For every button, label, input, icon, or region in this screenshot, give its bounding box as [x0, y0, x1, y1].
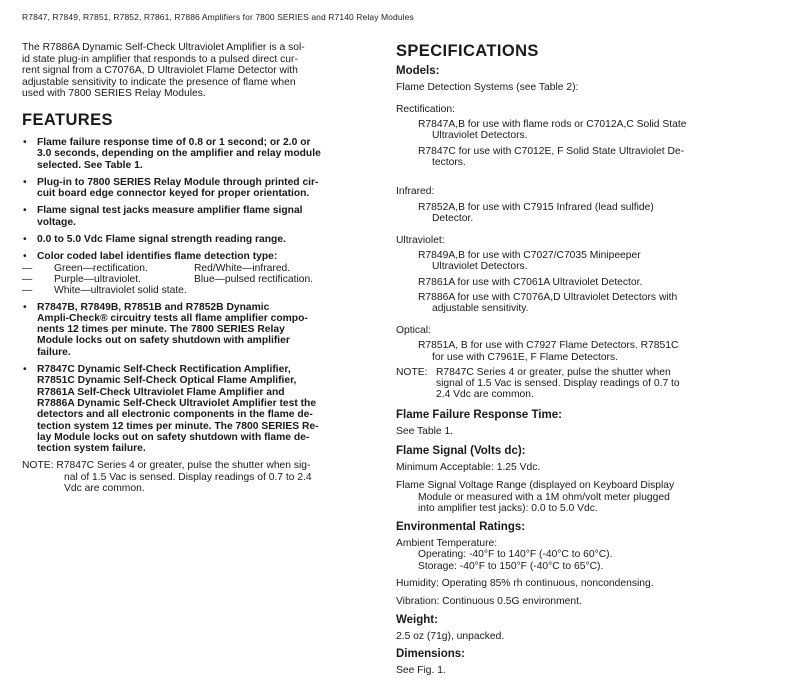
models-heading: Models: — [396, 65, 440, 77]
optical-label: Optical: — [396, 324, 431, 336]
dimensions-text: See Fig. 1. — [396, 665, 446, 677]
model-item: R7849A,B for use with C7027/C7035 Minipeeper Ultraviolet Detectors. — [418, 250, 641, 273]
feature-item: • Flame failure response time of 0.8 or 1 second; or 2.0 or 3.0 seconds, depending on the amplifier and relay module selected. See Table 1. — [23, 136, 321, 171]
features-list — [22, 137, 377, 454]
environmental-heading: Environmental Ratings: — [396, 520, 526, 533]
bullet-icon: • — [23, 234, 27, 246]
flame-signal-minimum: Minimum Acceptable: 1.25 Vdc. — [396, 462, 541, 474]
color-row: — Green—rectification. Red/White—infrared. — [22, 262, 291, 274]
left-column — [22, 42, 377, 494]
flame-signal-heading: Flame Signal (Volts dc): — [396, 445, 526, 458]
model-item: R7861A for use with C7061A Ultraviolet Detector. — [418, 276, 643, 288]
page-header: R7847, R7849, R7851, R7852, R7861, R7886 Amplifiers for 7800 SERIES and R7140 Relay Modules — [22, 12, 414, 22]
features-note: NOTE: R7847C Series 4 or greater, pulse the shutter when sig- nal of 1.5 Vac is sensed. Display readings of 0.7 to 2.4 Vdc are common. — [22, 460, 312, 494]
intro-paragraph: The R7886A Dynamic Self-Check Ultraviolet Amplifier is a sol- id state plug-in amplifier that responds to a pulsed direct cur- rent signal from a C7076A, D Ultraviolet Flame Detector with adjustable sensitivity to indicate the presence of flame when used with 7800 SERIES Relay Modules. — [22, 42, 305, 100]
color-row: — Purple—ultraviolet. Blue—pulsed rectification. — [22, 273, 314, 285]
bullet-icon: • — [23, 136, 27, 148]
dimensions-heading: Dimensions: — [396, 648, 466, 661]
features-heading: FEATURES — [22, 110, 113, 129]
feature-item-color-codes: • Color coded label identifies flame detection type: — Green—rectification. Red/White—infrared. — Purple—ultraviolet. Blue—pulsed rectification. — White—ultraviolet solid state. — [22, 251, 377, 296]
vibration-text: Vibration: Continuous 0.5G environment. — [396, 596, 582, 608]
model-item: R7851A, B for use with C7927 Flame Detectors. R7851C for use with C7961E, F Flame Detectors. — [418, 340, 679, 363]
bullet-icon: • — [23, 364, 27, 376]
model-item: R7847A,B for use with flame rods or C7012A,C Solid State Ultraviolet Detectors. — [418, 119, 687, 142]
model-item: R7847C for use with C7012E, F Solid State Ultraviolet De- tectors. — [418, 145, 685, 169]
weight-text: 2.5 oz (71g), unpacked. — [396, 630, 505, 642]
right-column — [396, 42, 766, 683]
color-row: — White—ultraviolet solid state. — [22, 285, 187, 297]
model-item: R7852A,B for use with C7915 Infrared (lead sulfide) Detector. — [418, 201, 654, 225]
bullet-icon: • — [23, 205, 27, 217]
weight-heading: Weight: — [396, 613, 438, 626]
ambient-temperature: Ambient Temperature: Operating: -40°F to 140°F (-40°C to 60°C). Storage: -40°F to 150°F (-40°C to 65°C). — [396, 537, 613, 572]
bullet-icon: • — [23, 251, 27, 263]
flame-detection-systems: Flame Detection Systems (see Table 2): — [396, 82, 579, 93]
feature-item: • Plug-in to 7800 SERIES Relay Module through printed cir- cuit board edge connector keyed for proper orientation. — [23, 176, 319, 200]
flame-failure-text: See Table 1. — [396, 425, 454, 437]
rectification-label: Rectification: — [396, 103, 455, 115]
feature-item: • 0.0 to 5.0 Vdc Flame signal strength reading range. — [23, 234, 286, 246]
bullet-icon: • — [23, 176, 27, 188]
ultraviolet-label: Ultraviolet: — [396, 234, 445, 246]
flame-failure-heading: Flame Failure Response Time: — [396, 408, 562, 421]
feature-item: • R7847B, R7849B, R7851B and R7852B Dynamic Ampli-Check® circuitry tests all flame amplifier compo- nents 12 times per minute. The 7800 SERIES Relay Module locks out on safety shutdown with amplifier failure. — [23, 301, 308, 358]
model-item: R7886A for use with C7076A,D Ultraviolet Detectors with adjustable sensitivity. — [418, 292, 678, 315]
feature-item: • R7847C Dynamic Self-Check Rectification Amplifier, R7851C Dynamic Self-Check Optical Flame Amplifier, R7861A Self-Check Ultraviolet Flame Amplifier and R7886A Dynamic Self-Check Ultraviolet Amplifier test the detectors and all electronic components in the flame de- tection system 12 times per minute. The 7800 SERIES Re- lay Module locks out on safety shutdown with flame de- tection system failure. — [23, 364, 319, 455]
feature-item: • Flame signal test jacks measure amplifier flame signal voltage. — [23, 205, 303, 228]
specifications-heading: SPECIFICATIONS — [396, 42, 539, 60]
specs-note: NOTE: R7847C Series 4 or greater, pulse the shutter when signal of 1.5 Vac is sensed. Display readings of 0.7 to 2.4 Vdc are common. — [396, 366, 680, 401]
bullet-icon: • — [23, 301, 27, 313]
humidity-text: Humidity: Operating 85% rh continuous, noncondensing. — [396, 578, 654, 590]
infrared-label: Infrared: — [396, 186, 435, 198]
flame-signal-range: Flame Signal Voltage Range (displayed on Keyboard Display Module or measured with a 1M ohm/volt meter plugged into amplifier test jacks): 0.0 to 5.0 Vdc. — [396, 479, 675, 515]
